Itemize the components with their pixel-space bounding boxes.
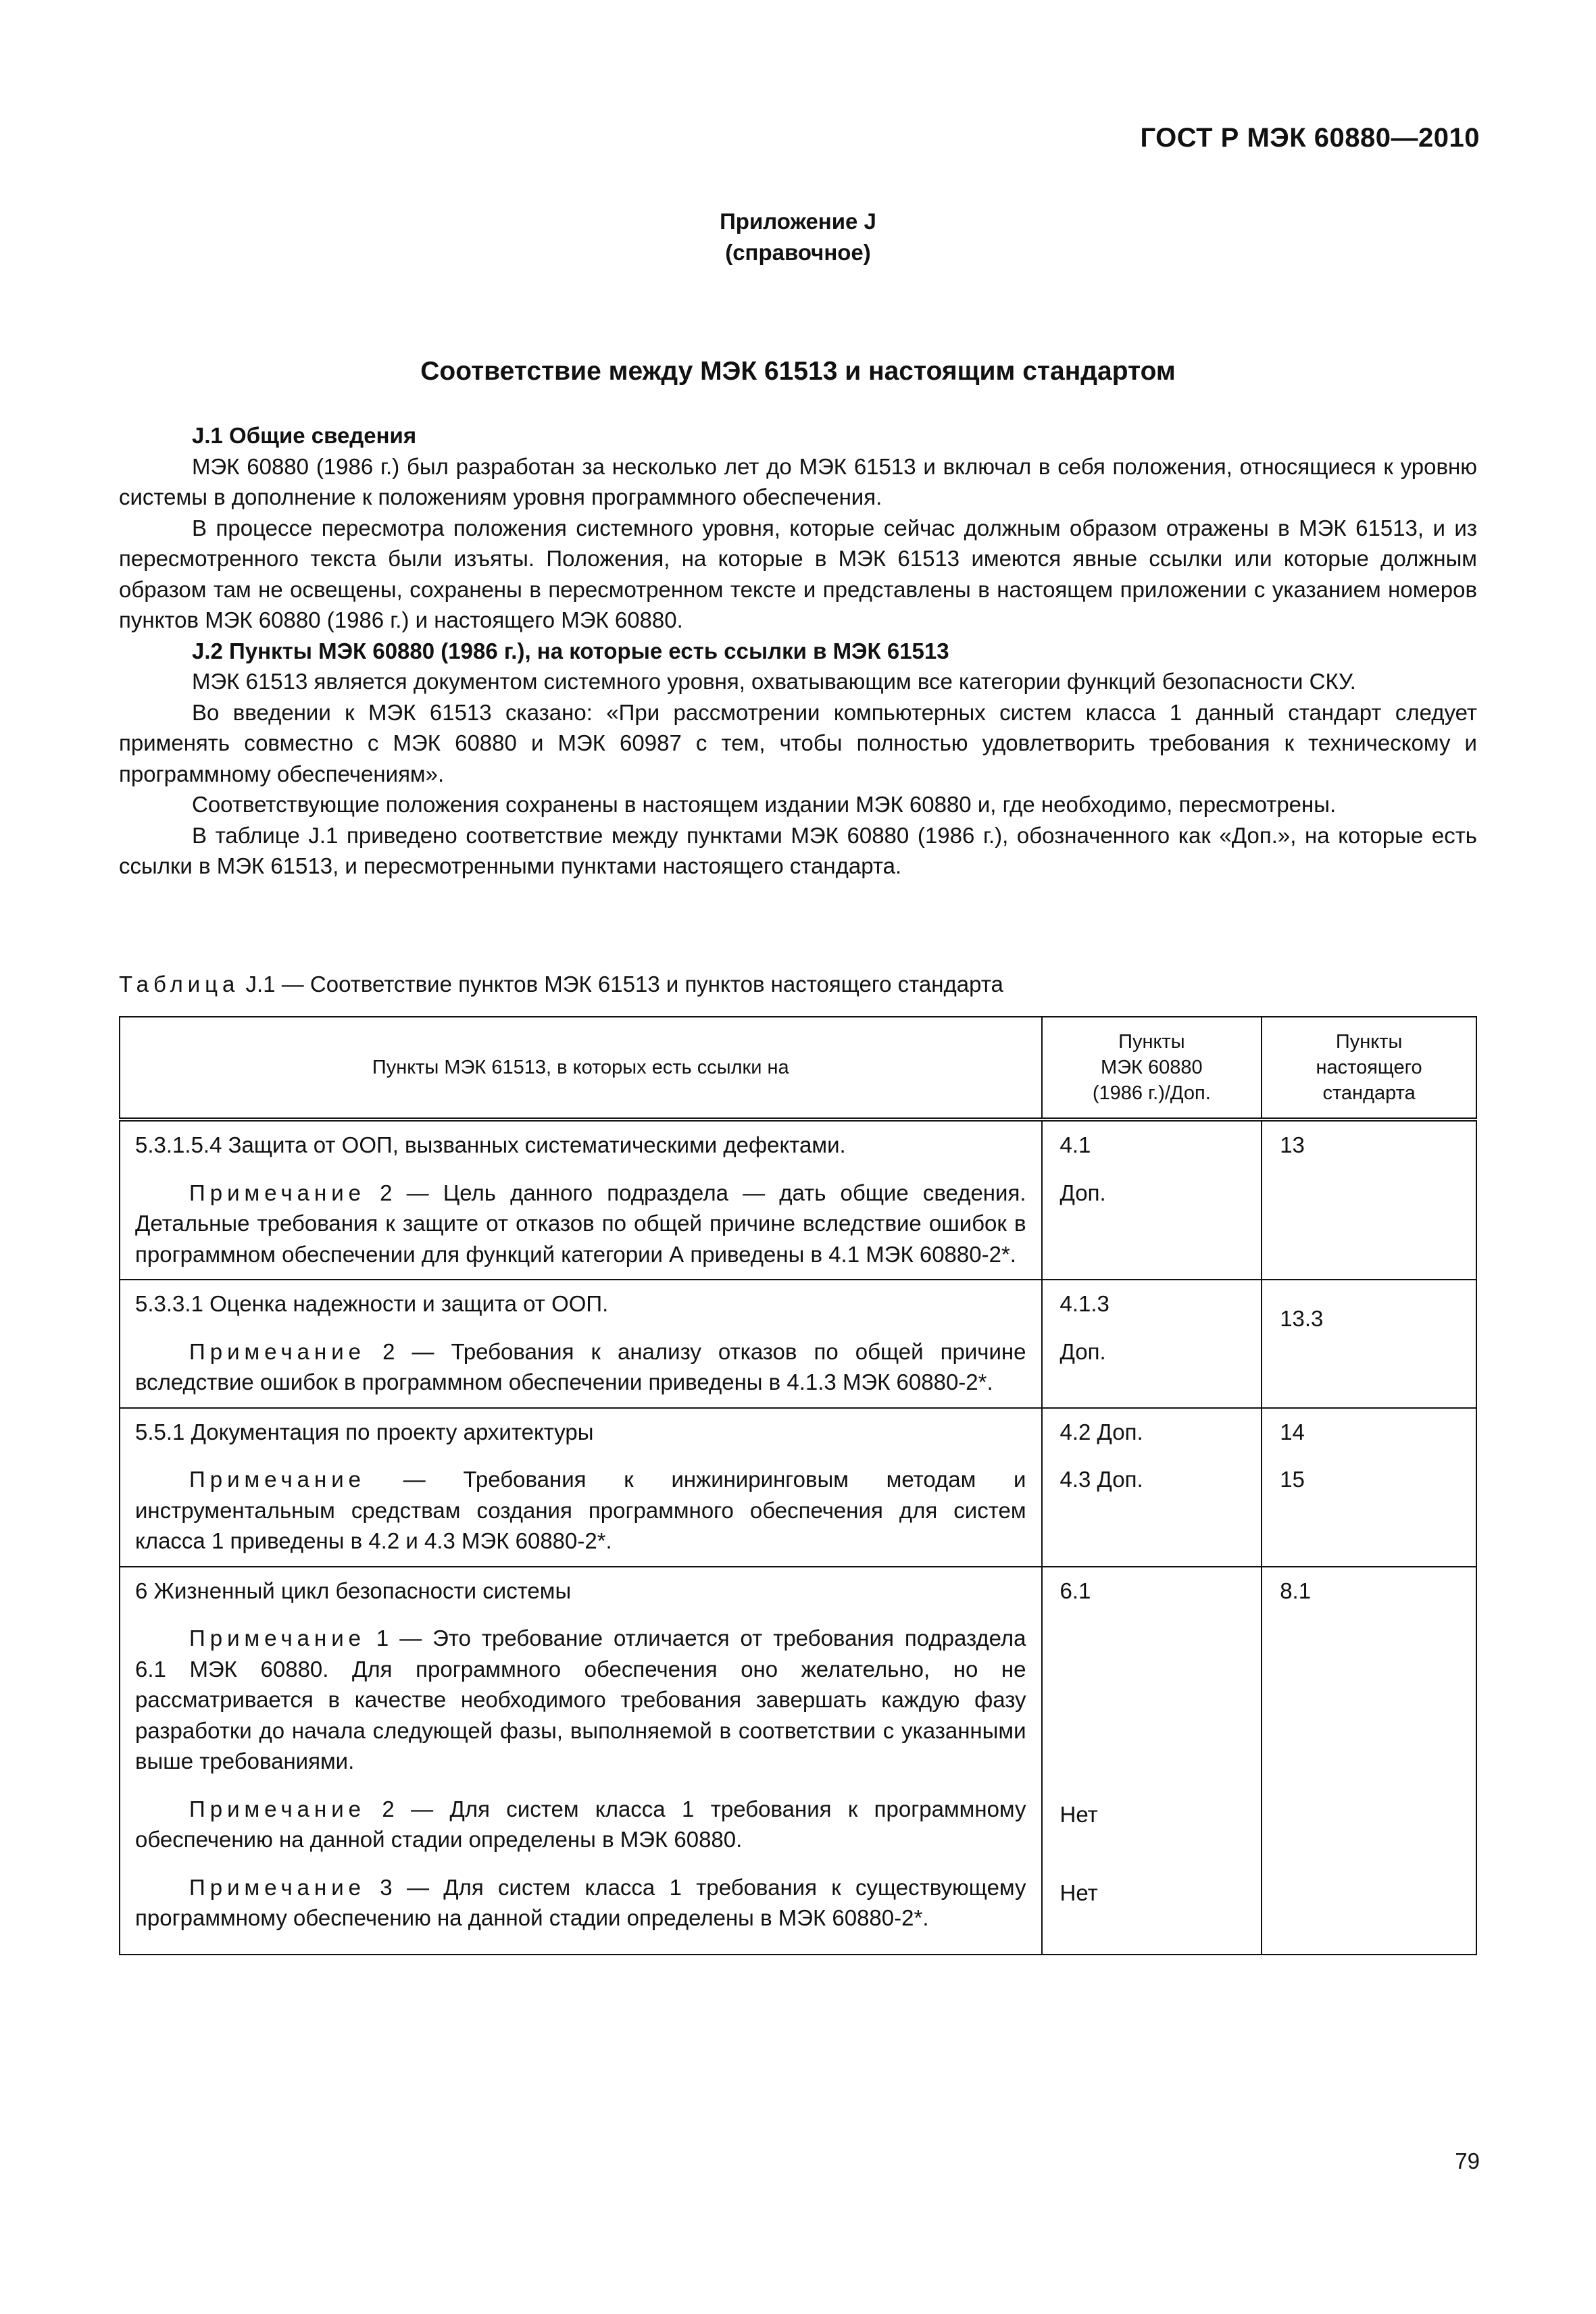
note: Примечание 2 — Цель данного подраздела — дать общие сведения. Детальные требования к защите от отказов по общей причине вследствие ошибок в программном обеспечении для функций категории А приведены в 4.1 МЭК 60880-2*. — [135, 1180, 1026, 1267]
iec60880-cell: 6.1 Нет Нет — [1042, 1567, 1262, 1955]
table-header-row — [120, 1017, 1476, 1120]
note: Примечание 2 — Для систем класса 1 требования к программному обеспечению на данной стадии определены в МЭК 60880. — [135, 1796, 1026, 1852]
section-heading-j2: J.2 Пункты МЭК 60880 (1986 г.), на которые есть ссылки в МЭК 61513 — [192, 638, 949, 663]
header-col-iec60880: Пункты МЭК 60880 (1986 г.)/Доп. — [1042, 1017, 1262, 1120]
clause-cell: 5.3.1.5.4 Защита от ООП, вызванных систематическими дефектами. Примечание 2 — Цель данного подраздела — дать общие сведения. Детальные требования к защите от отказов по общей причине вследствие ошибок в программном обеспечении для функций категории А приведены в 4.1 МЭК 60880-2*. — [120, 1120, 1042, 1280]
standard-cell: 13 — [1262, 1120, 1476, 1280]
paragraph: В процессе пересмотра положения системного уровня, которые сейчас должным образом отражены в МЭК 61513, и из пересмотренного текста были изъяты. Положения, на которые в МЭК 61513 имеются явные ссылки или которые должным образом там не освещены, сохранены в пересмотренном тексте и представлены в настоящем приложении с указанием номеров пунктов МЭК 60880 (1986 г.) и настоящего МЭК 60880. — [119, 515, 1477, 632]
annex-title: Соответствие между МЭК 61513 и настоящим стандартом — [420, 357, 1176, 386]
note: Примечание 1 — Это требование отличается от требования подраздела 6.1 МЭК 60880. Для программного обеспечения оно желательно, но не рассматривается в качестве необходимого требования завершать каждую фазу разработки до начала следующей фазы, выполняемой в соответствии с указанными выше требованиями. — [135, 1626, 1026, 1774]
clause-cell: 6 Жизненный цикл безопасности системы Примечание 1 — Это требование отличается от требования подраздела 6.1 МЭК 60880. Для программного обеспечения оно желательно, но не рассматривается в качестве необходимого требования завершать каждую фазу разработки до начала следующей фазы, выполняемой в соответствии с указанными выше требованиями. Примечание 2 — Для систем класса 1 требования к программному обеспечению на данной стадии определены в МЭК 60880. Примечание 3 — Для систем класса 1 требования к существующему программному обеспечению на данной стадии определены в МЭК 60880-2*. — [120, 1567, 1042, 1955]
paragraph: МЭК 60880 (1986 г.) был разработан за несколько лет до МЭК 61513 и включал в себя положения, относящиеся к уровню системы в дополнение к положениям уровня программного обеспечения. — [119, 453, 1477, 509]
note: Примечание 2 — Требования к анализу отказов по общей причине вследствие ошибок в программном обеспечении приведены в 4.1.3 МЭК 60880-2*. — [135, 1338, 1026, 1394]
table-row — [120, 1567, 1476, 1955]
body-text — [119, 420, 1477, 882]
header-col-this-standard: Пункты настоящего стандарта — [1262, 1017, 1476, 1120]
standard-cell: 8.1 — [1262, 1567, 1476, 1955]
iec60880-cell: 4.2 Доп. 4.3 Доп. — [1042, 1408, 1262, 1567]
table-row — [120, 1280, 1476, 1408]
annex-type: (справочное) — [725, 240, 871, 265]
table-caption-word: Таблица — [119, 972, 240, 997]
paragraph: В таблице J.1 приведено соответствие между пунктами МЭК 60880 (1986 г.), обозначенного как «Доп.», на которые есть ссылки в МЭК 61513, и пересмотренными пунктами настоящего стандарта. — [119, 822, 1477, 878]
table-caption — [119, 972, 1003, 997]
correspondence-table — [119, 1016, 1477, 1955]
iec60880-cell: 4.1.3 Доп. — [1042, 1280, 1262, 1408]
paragraph: МЭК 61513 является документом системного уровня, охватывающим все категории функций безопасности СКУ. — [192, 669, 1356, 694]
table-row — [120, 1120, 1476, 1280]
note: Примечание — Требования к инжиниринговым методам и инструментальным средствам создания программного обеспечения для систем класса 1 приведены в 4.2 и 4.3 МЭК 60880-2*. — [135, 1467, 1026, 1553]
paragraph: Соответствующие положения сохранены в настоящем издании МЭК 60880 и, где необходимо, пересмотрены. — [192, 792, 1337, 817]
annex-label: Приложение J — [720, 209, 876, 234]
standard-code: ГОСТ Р МЭК 60880—2010 — [1140, 123, 1480, 153]
standard-cell: 14 15 — [1262, 1408, 1476, 1567]
iec60880-cell: 4.1 Доп. — [1042, 1120, 1262, 1280]
paragraph: Во введении к МЭК 61513 сказано: «При рассмотрении компьютерных систем класса 1 данный стандарт следует применять совместно с МЭК 60880 и МЭК 60987 с тем, чтобы полностью удовлетворить требования к техническому и программному обеспечениям». — [119, 699, 1477, 786]
section-heading-j1: J.1 Общие сведения — [192, 423, 417, 448]
header-col-iec61513: Пункты МЭК 61513, в которых есть ссылки на — [120, 1017, 1042, 1120]
page-number: 79 — [1455, 2148, 1480, 2173]
note: Примечание 3 — Для систем класса 1 требования к существующему программному обеспечению на данной стадии определены в МЭК 60880-2*. — [135, 1874, 1026, 1930]
standard-cell: 13.3 — [1262, 1280, 1476, 1408]
table-caption-text: J.1 — Соответствие пунктов МЭК 61513 и пунктов настоящего стандарта — [239, 972, 1003, 997]
clause-cell: 5.5.1 Документация по проекту архитектуры Примечание — Требования к инжиниринговым методам и инструментальным средствам создания программного обеспечения для систем класса 1 приведены в 4.2 и 4.3 МЭК 60880-2*. — [120, 1408, 1042, 1567]
table-row — [120, 1408, 1476, 1567]
clause-cell: 5.3.3.1 Оценка надежности и защита от ООП. Примечание 2 — Требования к анализу отказов по общей причине вследствие ошибок в программном обеспечении приведены в 4.1.3 МЭК 60880-2*. — [120, 1280, 1042, 1408]
annex-heading — [0, 206, 1596, 268]
